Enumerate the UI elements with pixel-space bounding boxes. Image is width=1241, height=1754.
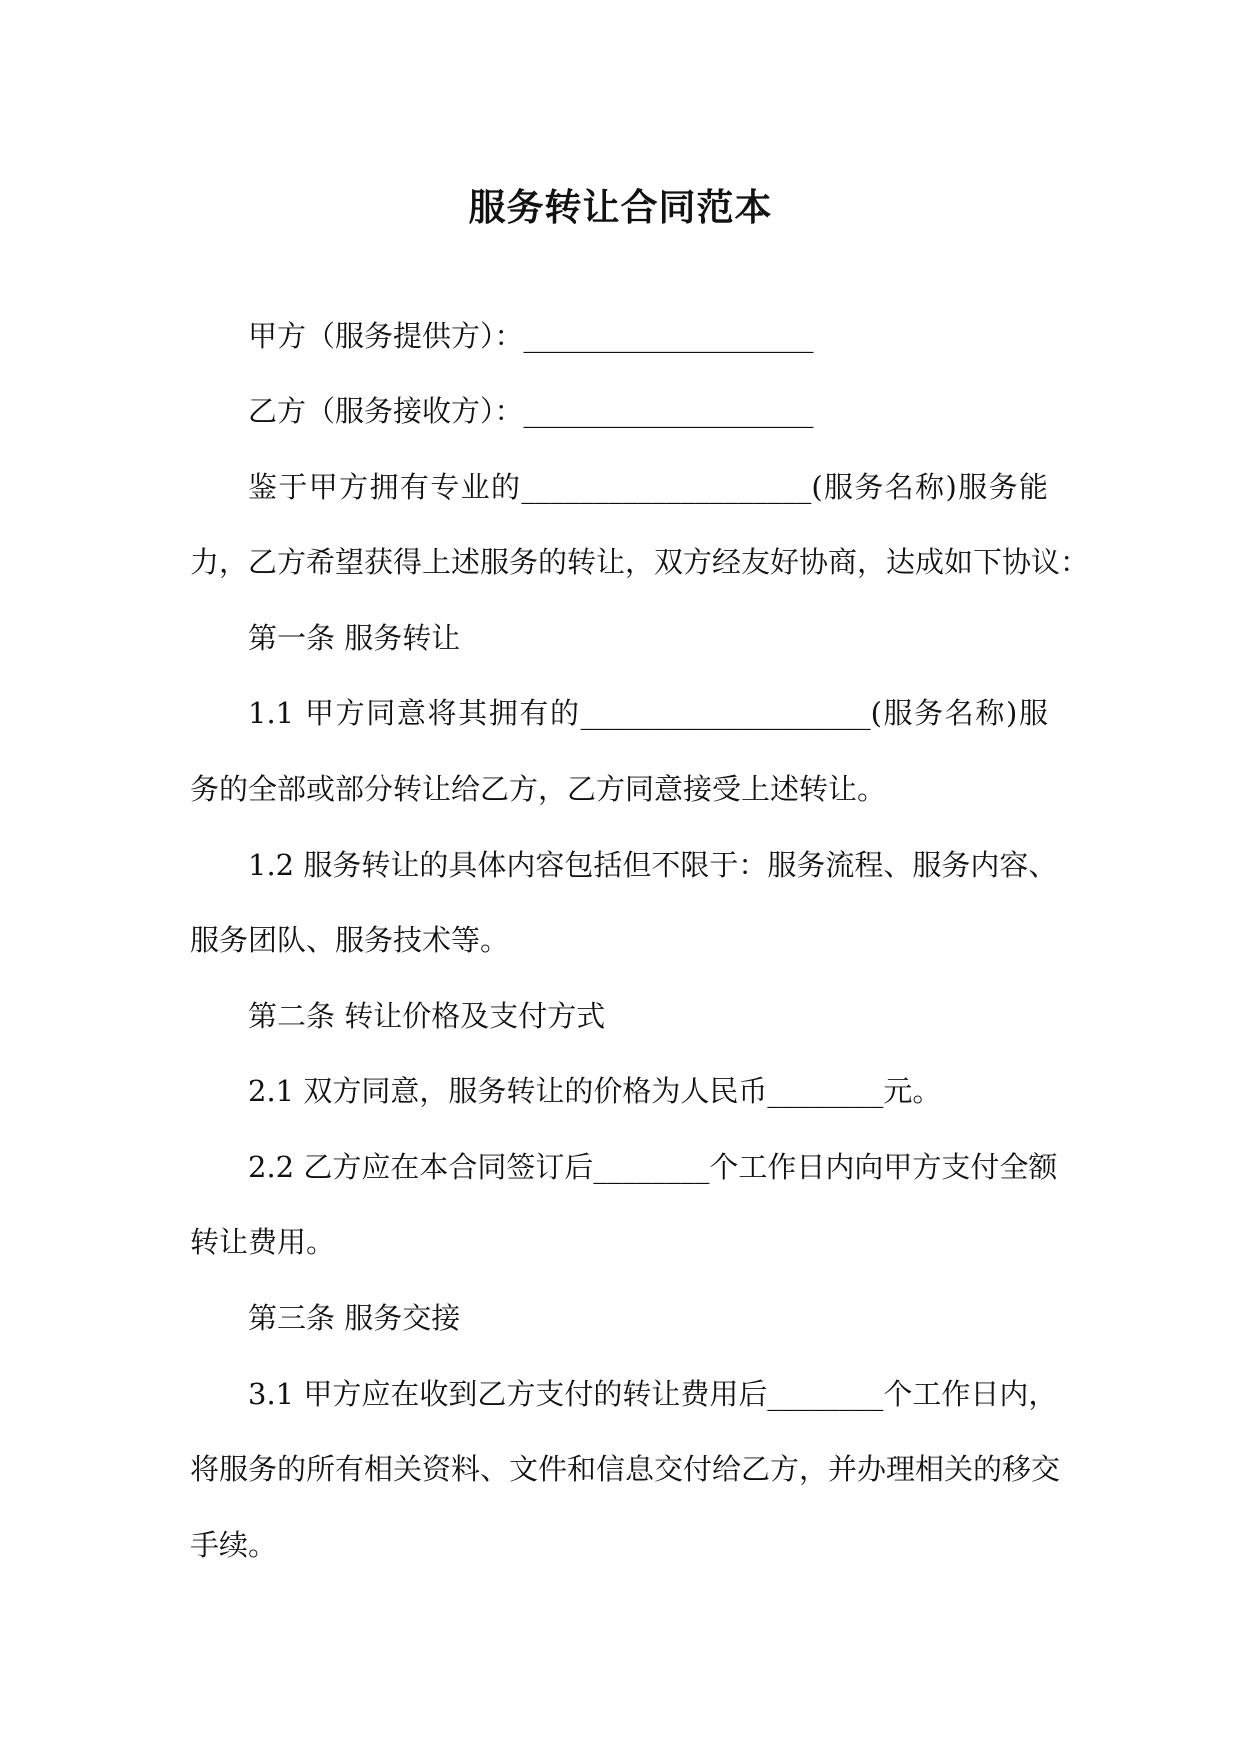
clause-3-1-line-1: 3.1 甲方应在收到乙方支付的转让费用后________个工作日内，	[248, 1377, 1058, 1411]
article-1-heading: 第一条 服务转让	[248, 621, 461, 655]
clause-1-2-line-1: 1.2 服务转让的具体内容包括但不限于：服务流程、服务内容、	[248, 848, 1058, 882]
clause-3-1-line-3: 手续。	[190, 1528, 278, 1562]
clause-1-1-line-2: 务的全部或部分转让给乙方，乙方同意接受上述转让。	[190, 772, 887, 806]
clause-1-1-line-1: 1.1 甲方同意将其拥有的____________________(服务名称)服	[248, 696, 1048, 730]
party-a-line: 甲方（服务提供方）：____________________	[248, 319, 814, 353]
document-title: 服务转让合同范本	[468, 185, 773, 229]
preamble-line-2: 力，乙方希望获得上述服务的转让，双方经友好协商，达成如下协议：	[190, 545, 1090, 579]
article-2-heading: 第二条 转让价格及支付方式	[248, 999, 606, 1033]
clause-2-2-line-2: 转让费用。	[190, 1225, 336, 1259]
clause-2-2-line-1: 2.2 乙方应在本合同签订后________个工作日内向甲方支付全额	[248, 1150, 1058, 1184]
clause-2-1: 2.1 双方同意，服务转让的价格为人民币________元。	[248, 1074, 942, 1108]
party-b-line: 乙方（服务接收方）：____________________	[248, 394, 814, 428]
clause-3-1-line-2: 将服务的所有相关资料、文件和信息交付给乙方，并办理相关的移交	[190, 1452, 1061, 1486]
article-3-heading: 第三条 服务交接	[248, 1301, 461, 1335]
preamble-line-1: 鉴于甲方拥有专业的____________________(服务名称)服务能	[248, 470, 1048, 504]
clause-1-2-line-2: 服务团队、服务技术等。	[190, 923, 510, 957]
